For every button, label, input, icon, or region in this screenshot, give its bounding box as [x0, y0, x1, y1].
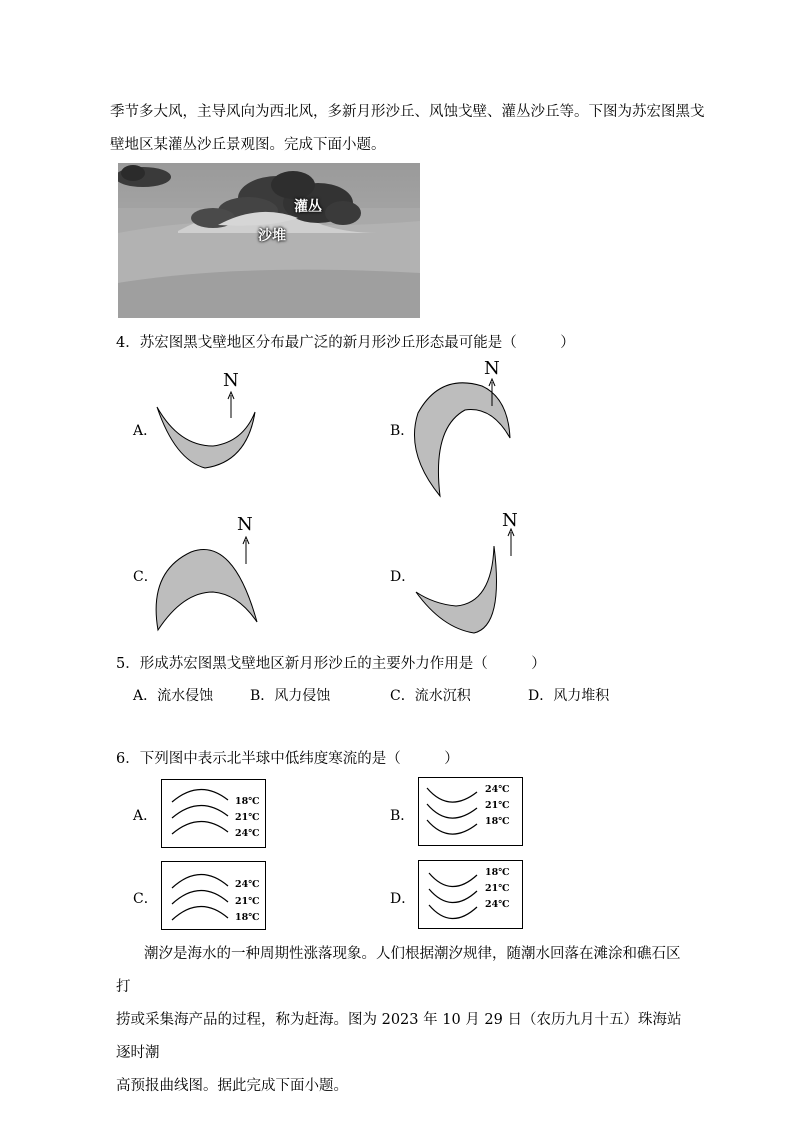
q6-b-temp-3: 18℃: [485, 816, 510, 827]
q5-option-c[interactable]: C．流水沉积: [390, 688, 471, 704]
q6-option-c-box: [161, 861, 266, 930]
question-4: 4．苏宏图黑戈壁地区分布最广泛的新月形沙丘形态最可能是（ ）: [116, 335, 575, 351]
tide-paragraph: [116, 938, 686, 1103]
q6-c-temp-3: 18℃: [235, 912, 260, 923]
q6-d-temp-2: 21℃: [485, 883, 510, 894]
q4-option-d-label[interactable]: D．: [390, 569, 416, 585]
shrub-dune-photo: [118, 163, 420, 318]
q4-option-a-label[interactable]: A．: [133, 423, 158, 439]
q5-option-b[interactable]: B．风力侵蚀: [250, 688, 331, 704]
north-label-b: N: [484, 358, 500, 379]
q4-option-b-label[interactable]: B．: [390, 423, 415, 439]
question-5: 5．形成苏宏图黑戈壁地区新月形沙丘的主要外力作用是（ ）: [116, 656, 546, 672]
q6-a-temp-3: 24℃: [235, 828, 260, 839]
q4-option-c-figure: [153, 512, 268, 641]
q6-a-temp-2: 21℃: [235, 812, 260, 823]
intro-line-2: 壁地区某灌丛沙丘景观图。完成下面小题。: [110, 137, 386, 153]
q6-a-temp-1: 18℃: [235, 796, 260, 807]
q4-option-c-label[interactable]: C．: [133, 569, 158, 585]
q6-c-temp-2: 21℃: [235, 896, 260, 907]
q4-option-d-figure: [412, 508, 527, 642]
q6-option-b-label[interactable]: B．: [390, 808, 415, 824]
q6-b-temp-1: 24℃: [485, 784, 510, 795]
q6-d-temp-1: 18℃: [485, 867, 510, 878]
tide-line-1: 潮汐是海水的一种周期性涨落现象。人们根据潮汐规律，随潮水回落在滩涂和礁石区打: [116, 946, 681, 995]
q6-option-d-label[interactable]: D．: [390, 891, 416, 907]
q6-option-a-box: [161, 779, 266, 848]
dune-label: 沙堆: [258, 228, 286, 244]
tide-line-3: 高预报曲线图。据此完成下面小题。: [116, 1078, 348, 1094]
q6-option-b-box: [418, 777, 523, 846]
intro-line-1: 季节多大风，主导风向为西北风，多新月形沙丘、风蚀戈壁、灌丛沙丘等。下图为苏宏图黑戈: [110, 104, 705, 120]
q5-option-a[interactable]: A．流水侵蚀: [133, 688, 214, 704]
question-6: 6．下列图中表示北半球中低纬度寒流的是（ ）: [116, 751, 459, 767]
q6-b-temp-2: 21℃: [485, 800, 510, 811]
north-label-c: N: [237, 514, 253, 535]
north-label-a: N: [223, 370, 239, 391]
q4-option-a-figure: [155, 370, 265, 504]
tide-line-2: 捞或采集海产品的过程，称为赶海。图为 2023 年 10 月 29 日（农历九月十五）珠海站逐时潮: [116, 1012, 682, 1061]
q6-option-c-label[interactable]: C．: [133, 891, 158, 907]
north-label-d: N: [502, 510, 518, 531]
q4-option-b-figure: [410, 358, 520, 502]
q6-option-d-box: [418, 860, 523, 929]
q6-c-temp-1: 24℃: [235, 879, 260, 890]
q6-option-a-label[interactable]: A．: [133, 808, 158, 824]
q6-d-temp-3: 24℃: [485, 899, 510, 910]
shrub-label: 灌丛: [294, 199, 322, 215]
q5-option-d[interactable]: D．风力堆积: [528, 688, 610, 704]
